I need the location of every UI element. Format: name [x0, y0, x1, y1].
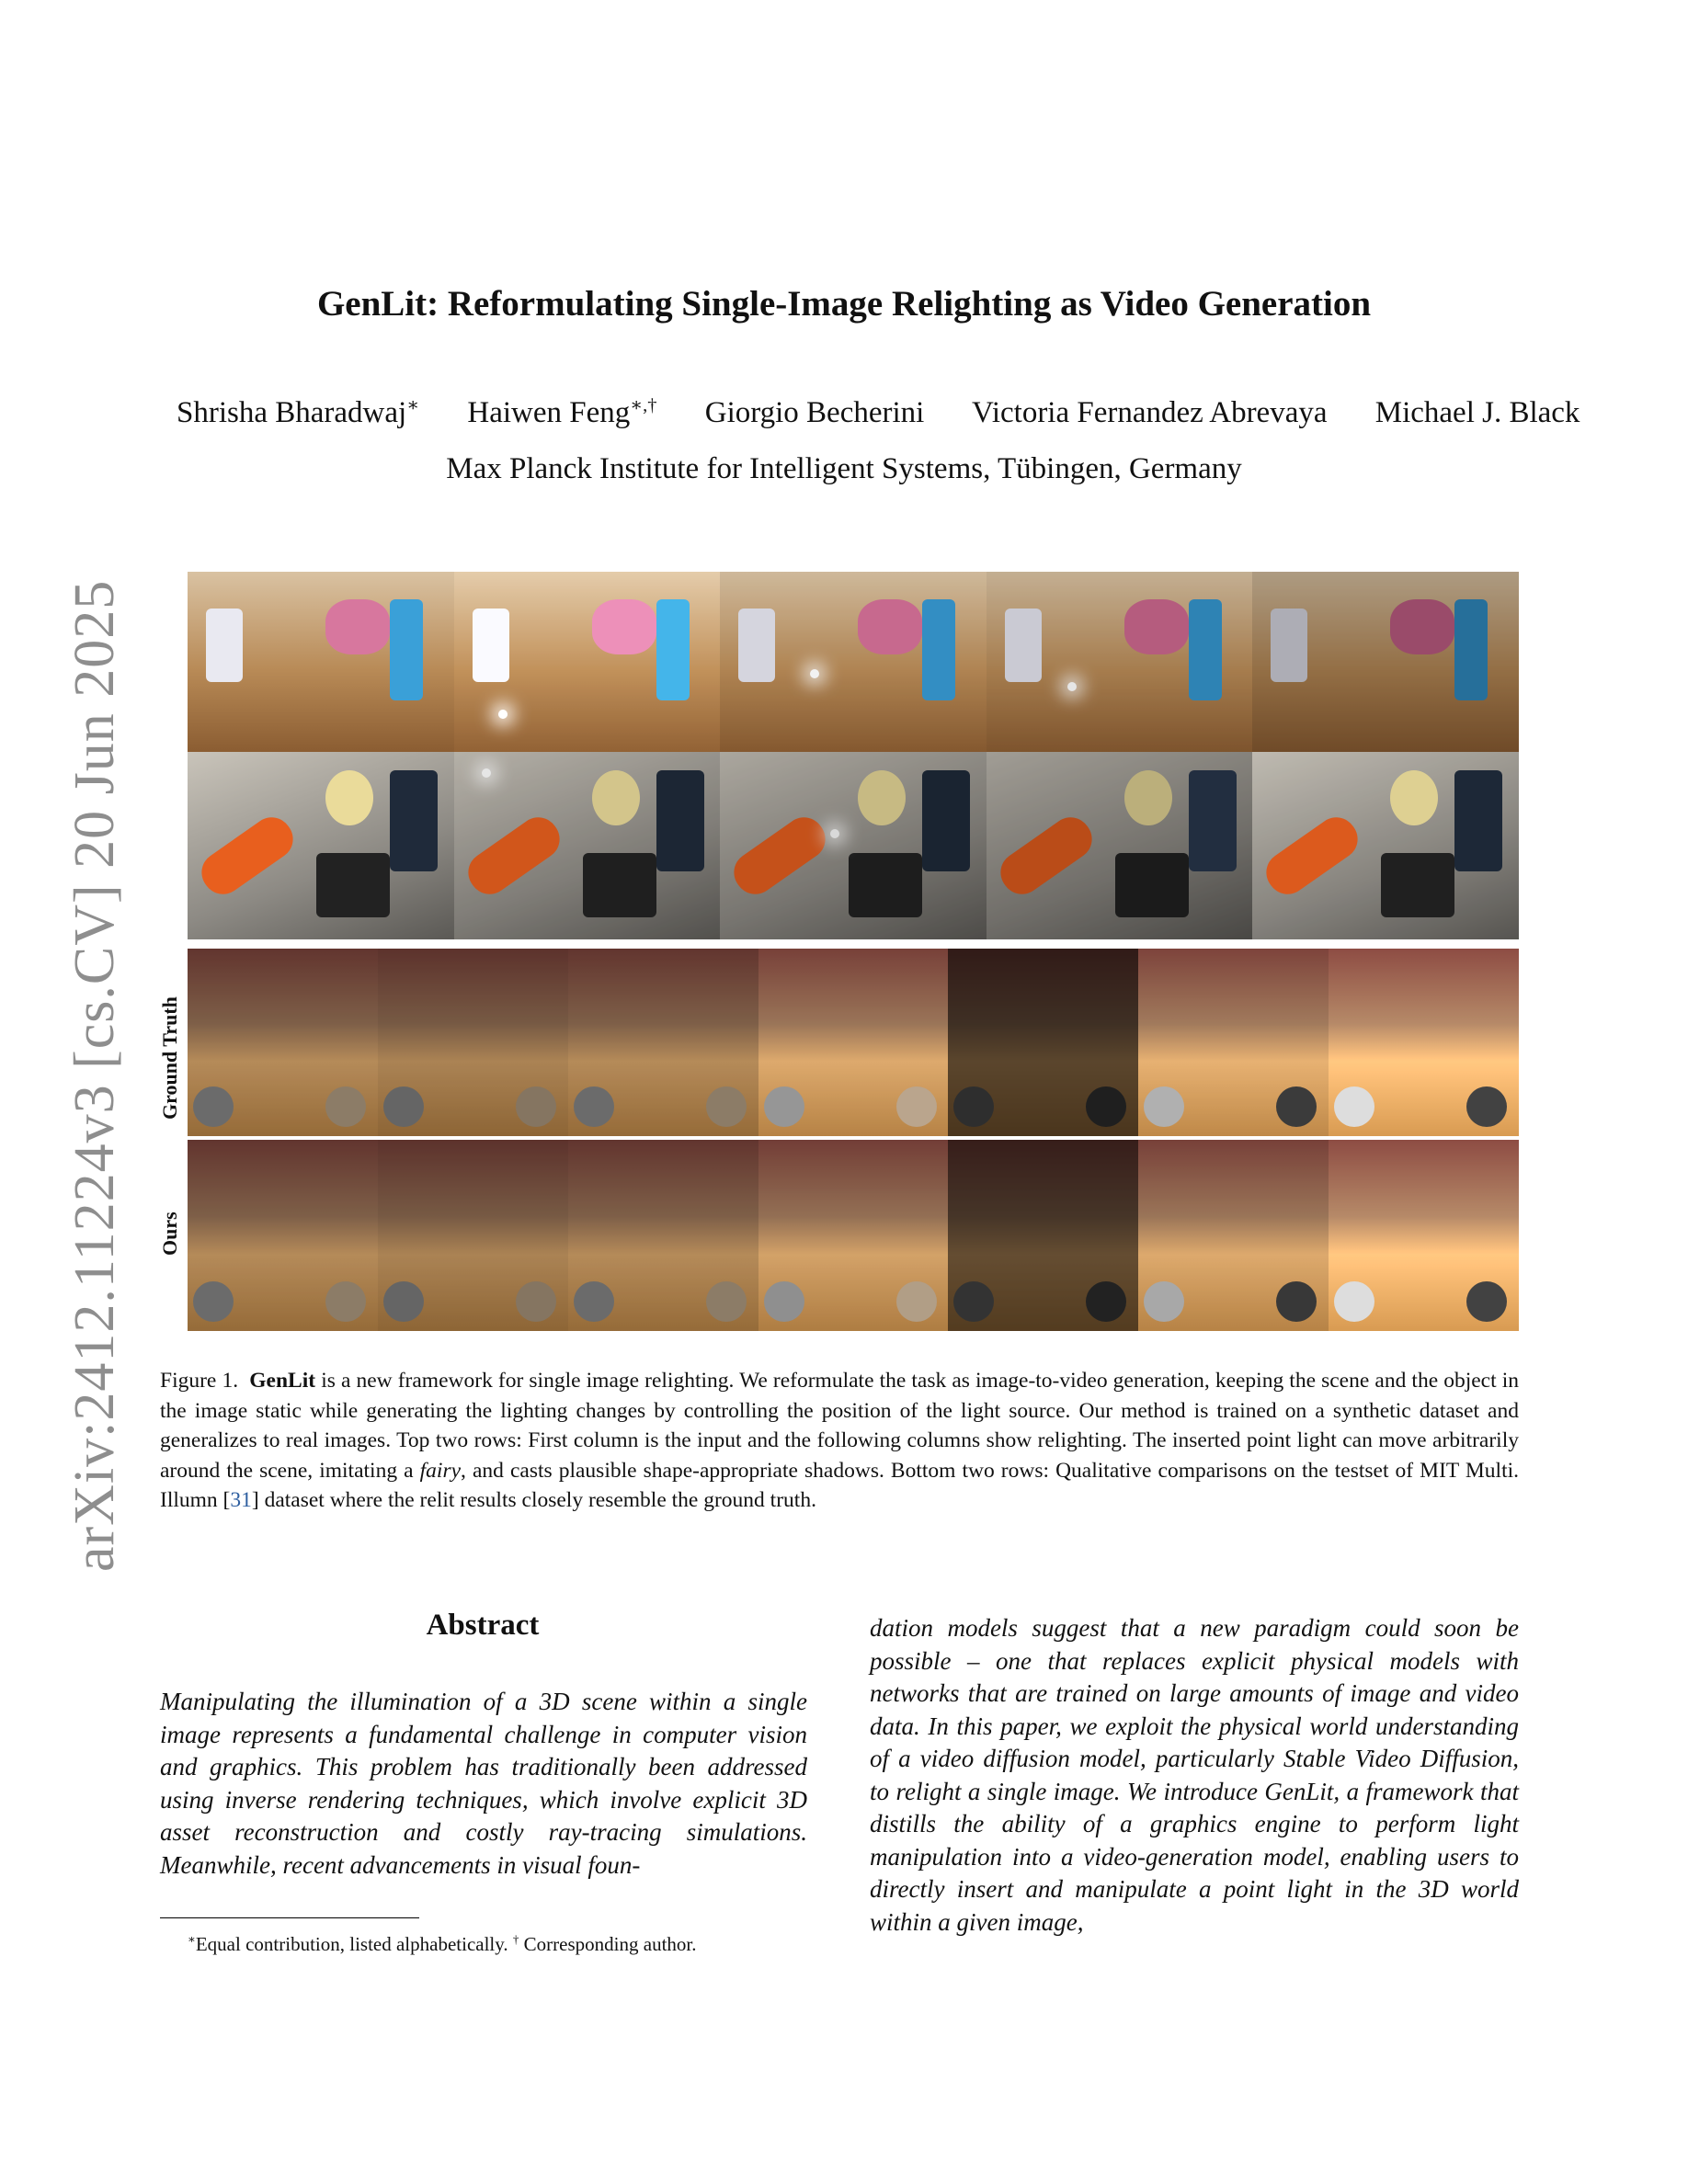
figure-image	[948, 949, 1138, 1136]
figure-image	[454, 572, 721, 752]
figure-comparison-grid	[188, 949, 1519, 1331]
figure-image	[378, 1140, 568, 1331]
figure-image	[758, 949, 949, 1136]
figure-image	[188, 949, 378, 1136]
figure-image	[1138, 949, 1329, 1136]
figure-image	[758, 1140, 949, 1331]
author: Giorgio Becherini	[704, 396, 925, 429]
figure-image	[1252, 572, 1519, 752]
row-label-ground-truth: Ground Truth	[158, 996, 181, 1120]
author: Michael J. Black	[1374, 396, 1580, 429]
figure-image	[568, 949, 758, 1136]
figure-image	[720, 572, 987, 752]
author-list	[177, 393, 1684, 430]
abstract-heading: Abstract	[426, 1609, 540, 1642]
citation-link[interactable]: 31	[230, 1488, 252, 1512]
footnote: ∗Equal contribution, listed alphabetically. † Corresponding author.	[188, 1932, 697, 1955]
figure-image	[568, 1140, 758, 1331]
footnote-divider	[160, 1917, 419, 1918]
affiliation: Max Planck Institute for Intelligent Systems, Tübingen, Germany	[446, 452, 1242, 485]
arxiv-stamp: arXiv:2412.11224v3 [cs.CV] 20 Jun 2025	[63, 579, 126, 1572]
author: Shrisha Bharadwaj∗	[177, 395, 420, 429]
figure-image	[188, 572, 454, 752]
paper-title: GenLit: Reformulating Single-Image Relighting as Video Generation	[316, 284, 1372, 324]
figure-image	[1138, 1140, 1329, 1331]
figure-image	[454, 752, 721, 939]
figure-image	[188, 752, 454, 939]
figure-image	[720, 752, 987, 939]
author: Victoria Fernandez Abrevaya	[971, 396, 1328, 429]
figure-relighting-grid	[188, 572, 1519, 939]
author: Haiwen Feng∗,†	[467, 395, 657, 429]
figure-image	[1329, 1140, 1519, 1331]
figure-image	[1329, 949, 1519, 1136]
figure-image	[188, 1140, 378, 1331]
abstract-text-left: Manipulating the illumination of a 3D scene within a single image represents a fundamental challenge in computer vision and graphics. This problem has traditionally been addressed using inverse rendering techniques, which involve explicit 3D asset reconstruction and costly ray-tracing simulations. Meanwhile, recent advancements in visual foun-	[160, 1688, 807, 1879]
figure-image	[948, 1140, 1138, 1331]
abstract-text-right: dation models suggest that a new paradigm could soon be possible – one that replaces explicit physical models with networks that are trained on large amounts of image and video data. In this paper, we exploit the physical world understanding of a video diffusion model, particularly Stable Video Diffusion, to relight a single image. We introduce GenLit, a framework that distills the ability of a graphics engine to perform light manipulation into a video-generation model, enabling users to directly insert and manipulate a point light in the 3D world within a given image,	[870, 1614, 1519, 1936]
figure-image	[987, 752, 1253, 939]
figure-caption: Figure 1. GenLit is a new framework for single image relighting. We reformulate the task as image-to-video generation, keeping the scene and the object in the image static while generating the lighting changes by controlling the position of the light source. Our method is trained on a synthetic dataset and generalizes to real images. Top two rows: First column is the input and the following columns show relighting. The inserted point light can move arbitrarily around the scene, imitating a fairy, and casts plausible shape-appropriate shadows. Bottom two rows: Qualitative comparisons on the testset of MIT Multi. Illumn [31] dataset where the relit results closely resemble the ground truth.	[160, 1369, 1520, 1512]
figure-image	[378, 949, 568, 1136]
row-label-ours: Ours	[158, 1211, 181, 1256]
figure-image	[987, 572, 1253, 752]
figure-image	[1252, 752, 1519, 939]
